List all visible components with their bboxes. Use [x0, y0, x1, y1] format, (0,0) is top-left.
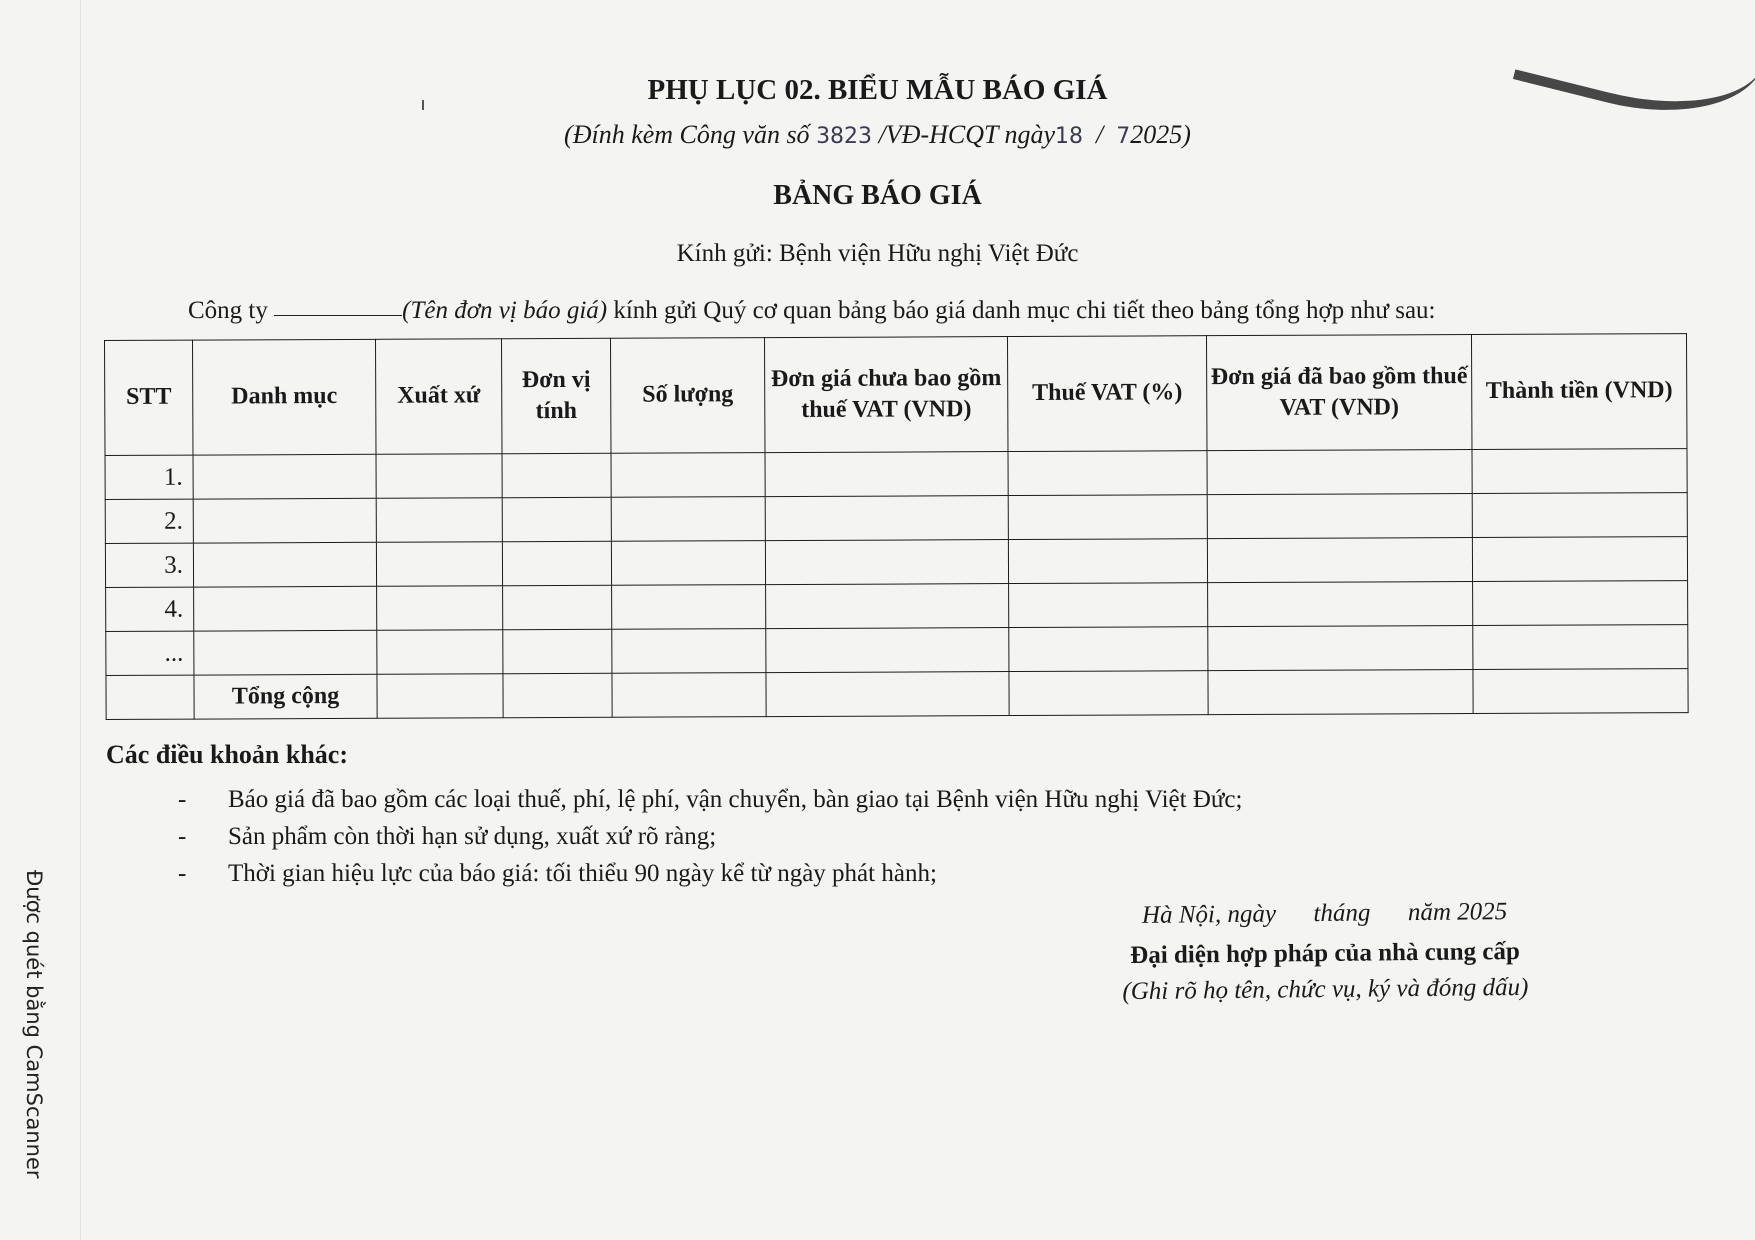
list-item: [178, 823, 1242, 860]
table-cell: [194, 630, 377, 675]
table-cell: [1009, 583, 1208, 628]
table-cell: [376, 454, 502, 499]
table-cell: [1472, 493, 1687, 538]
table-cell: [376, 498, 502, 543]
term-text: Thời gian hiệu lực của báo giá: tối thiểu 90 ngày kể từ ngày phát hành;: [228, 860, 937, 887]
recipient-line: Kính gửi: Bệnh viện Hữu nghị Việt Đức: [676, 240, 1079, 267]
table-cell: [1208, 582, 1473, 627]
table-cell: [1207, 494, 1472, 539]
header-price-incl-vat: Đơn giá đã bao gồm thuế VAT (VND): [1206, 335, 1471, 451]
table-cell: [377, 630, 503, 675]
header-item: Danh mục: [193, 339, 377, 455]
list-item: [178, 860, 1242, 897]
terms-title: Các điều khoản khác:: [106, 740, 348, 769]
table-cell: [766, 584, 1009, 629]
attachment-prefix: (Đính kèm Công văn số: [564, 120, 817, 149]
terms-list: [178, 786, 1242, 897]
row-number: 2.: [105, 499, 193, 543]
signature-instruction: (Ghi rõ họ tên, chức vụ, ký và đóng dấu): [1122, 973, 1529, 1006]
attachment-separator: /: [1083, 120, 1117, 149]
intro-placeholder: (Tên đơn vị báo giá): [402, 297, 608, 324]
table-cell: [503, 629, 612, 673]
place-date: Hà Nội, ngày tháng năm 2025: [1141, 898, 1508, 929]
table-cell: [193, 542, 376, 587]
header-unit: Đơn vị tính: [501, 338, 611, 453]
table-cell: [377, 586, 503, 631]
table-cell: [611, 453, 765, 498]
header-vat-rate: Thuế VAT (%): [1007, 336, 1206, 452]
bullet-dash: -: [178, 823, 187, 850]
table-cell: [1008, 451, 1207, 496]
total-label: Tổng cộng: [194, 674, 377, 719]
table-cell: [376, 542, 502, 587]
table-cell: [1472, 537, 1687, 582]
table-cell: [766, 672, 1009, 717]
bullet-dash: -: [178, 786, 187, 813]
table-cell: [1208, 670, 1473, 715]
attachment-middle: /VĐ-HCQT ngày: [872, 120, 1056, 149]
table-row: [106, 625, 1688, 676]
term-text: Sản phẩm còn thời hạn sử dụng, xuất xứ rõ ràng;: [228, 823, 717, 850]
table-cell: [611, 541, 765, 586]
table-cell: [193, 498, 376, 543]
term-text: Báo giá đã bao gồm các loại thuế, phí, lệ phí, vận chuyển, bàn giao tại Bệnh viện Hữu nghị Việt Đức;: [228, 786, 1243, 813]
scan-corner-shadow: [1513, 0, 1755, 137]
table-cell: [612, 629, 766, 674]
table-row: [105, 493, 1687, 544]
row-number: 4.: [106, 587, 194, 631]
table-cell: [503, 673, 612, 717]
bullet-dash: -: [178, 860, 187, 887]
table-cell: [1207, 450, 1472, 495]
signatory-role: Đại diện hợp pháp của nhà cung cấp: [1130, 937, 1520, 970]
table-cell: [502, 453, 611, 497]
table-row: [105, 449, 1687, 500]
table-cell: [611, 497, 765, 542]
table-cell: [502, 497, 611, 541]
row-number: 3.: [105, 543, 193, 587]
intro-suffix: kính gửi Quý cơ quan bảng báo giá danh mục chi tiết theo bảng tổng hợp như sau:: [607, 297, 1436, 324]
attachment-reference: [0, 120, 1755, 150]
appendix-title: PHỤ LỤC 02. BIỂU MẪU BÁO GIÁ: [647, 74, 1108, 106]
table-cell: [193, 454, 376, 499]
table-cell: [1208, 626, 1473, 671]
camscanner-watermark: Được quét bằng CamScanner: [22, 870, 46, 1179]
table-cell: [765, 496, 1008, 541]
list-item: [178, 786, 1242, 823]
table-cell: [503, 585, 612, 629]
handwritten-day: 18: [1055, 124, 1084, 149]
company-name-blank: [274, 314, 402, 316]
row-number: 1.: [105, 455, 193, 499]
table-cell: [1008, 495, 1207, 540]
handwritten-doc-number: 3823: [816, 124, 873, 149]
header-price-excl-vat: Đơn giá chưa bao gồm thuế VAT (VND): [764, 337, 1007, 453]
table-cell: [1473, 669, 1688, 714]
header-origin: Xuất xứ: [375, 339, 502, 455]
intro-prefix: Công ty: [188, 297, 275, 324]
quote-table-title: BẢNG BÁO GIÁ: [773, 180, 982, 211]
header-quantity: Số lượng: [610, 338, 765, 454]
table-cell: [194, 586, 377, 631]
table-cell: [106, 675, 194, 719]
row-number: ...: [106, 631, 194, 675]
quote-table: [104, 333, 1689, 720]
table-cell: [1472, 449, 1687, 494]
table-cell: [612, 673, 766, 718]
header-stt: STT: [105, 340, 194, 455]
table-cell: [1207, 538, 1472, 583]
handwritten-month: 7: [1116, 124, 1131, 149]
signature-block: [1044, 897, 1605, 1007]
table-cell: [765, 452, 1008, 497]
header-amount: Thành tiền (VND): [1471, 334, 1686, 450]
intro-paragraph: [188, 297, 1436, 325]
table-cell: [1008, 539, 1207, 584]
table-cell: [612, 585, 766, 630]
table-cell: [1009, 627, 1208, 672]
attachment-suffix: 2025): [1130, 120, 1191, 149]
table-cell: [1473, 581, 1688, 626]
table-cell: [502, 541, 611, 585]
table-cell: [377, 674, 503, 719]
table-cell: [1009, 671, 1208, 716]
table-cell: [766, 628, 1009, 673]
table-row: [106, 581, 1688, 632]
table-cell: [765, 540, 1008, 585]
table-cell: [1473, 625, 1688, 670]
table-row: [105, 537, 1687, 588]
total-row: [106, 669, 1688, 720]
table-header-row: [105, 334, 1687, 456]
